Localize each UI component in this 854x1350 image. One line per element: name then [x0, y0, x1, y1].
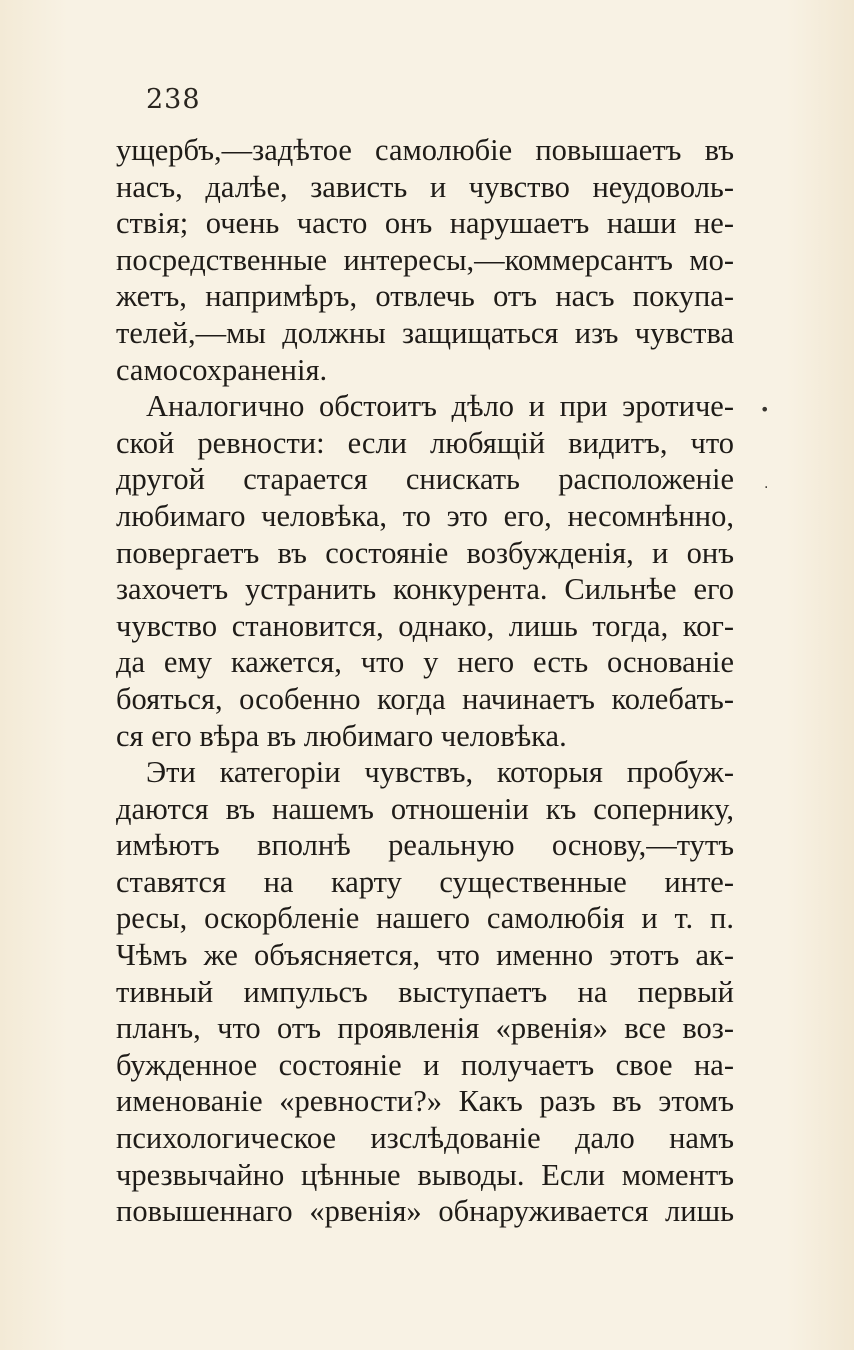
text-line: другой старается снискать расположеніе — [116, 462, 734, 497]
text-line: тивный импульсъ выступаетъ на первый — [116, 974, 734, 1009]
text-line: бужденное состояніе и получаетъ свое на- — [116, 1047, 734, 1082]
text-line: телей,—мы должны защищаться изъ чувства — [116, 315, 734, 350]
text-line: бояться, особенно когда начинаетъ колебать- — [116, 681, 734, 716]
text-line: ставятся на карту существенные инте- — [116, 864, 734, 899]
text-line: повышеннаго «рвенія» обнаруживается лишь — [116, 1194, 734, 1229]
text-line: да ему кажется, что у него есть основаніе — [116, 645, 734, 680]
body-text — [116, 132, 734, 1230]
text-line: чувство становится, однако, лишь тогда, ког- — [116, 608, 734, 643]
text-line: ущербъ,—задѣтое самолюбіе повышаетъ въ — [116, 133, 734, 167]
text-line: даются въ нашемъ отношеніи къ сопернику, — [116, 791, 734, 826]
text-line: самосохраненія. — [116, 352, 328, 387]
text-line: планъ, что отъ проявленія «рвенія» все воз- — [116, 1011, 734, 1046]
text-line: Аналогично обстоитъ дѣло и при эротиче- — [146, 389, 734, 424]
text-line: жетъ, напримѣръ, отвлечь отъ насъ покупа- — [116, 279, 734, 314]
text-line: Эти категоріи чувствъ, которыя пробуж- — [146, 755, 734, 790]
ink-speck-mark: • — [760, 400, 770, 419]
text-line: чрезвычайно цѣнные выводы. Если моментъ — [116, 1157, 734, 1192]
text-line: насъ, далѣе, зависть и чувство неудоволь- — [116, 169, 734, 204]
text-line: именованіе «ревности?» Какъ разъ въ этомъ — [116, 1084, 734, 1119]
text-line: любимаго человѣка, то это его, несомнѣнно, — [116, 498, 734, 533]
ink-dot-mark: · — [764, 480, 769, 496]
text-line: имѣютъ вполнѣ реальную основу,—тутъ — [116, 828, 734, 863]
page-number: 238 — [146, 84, 201, 115]
text-line: повергаетъ въ состояніе возбужденія, и онъ — [116, 535, 734, 570]
text-line: ствія; очень часто онъ нарушаетъ наши не- — [116, 206, 734, 241]
text-line: ресы, оскорбленіе нашего самолюбія и т. п. — [116, 901, 734, 936]
text-line: захочетъ устранить конкурента. Сильнѣе его — [116, 572, 734, 607]
text-line: ской ревности: если любящій видитъ, что — [116, 425, 734, 460]
text-line: психологическое изслѣдованіе дало намъ — [116, 1121, 734, 1156]
text-line: Чѣмъ же объясняется, что именно этотъ ак- — [116, 938, 734, 973]
text-line: посредственные интересы,—коммерсантъ мо- — [116, 242, 734, 277]
text-line: ся его вѣра въ любимаго человѣка. — [116, 718, 567, 753]
